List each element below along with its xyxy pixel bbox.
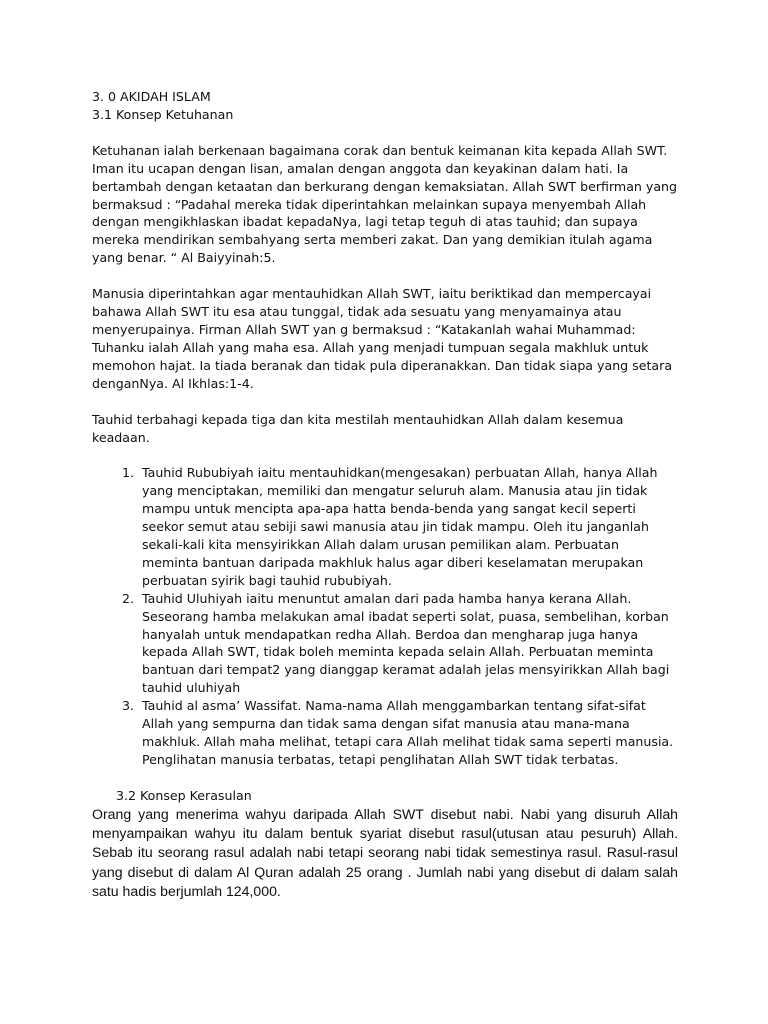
list-item: 2. Tauhid Uluhiyah iaitu menuntut amalan dari pada hamba hanya kerana Allah. Seseorang hamba melakukan amal ibadat seperti solat, puasa, sembelihan, korban hanyalah untuk mendapatkan redha Allah. Berdoa dan mengharap juga hanya kepada Allah SWT, tidak boleh meminta kepada selain Allah. Perbuatan meminta bantuan dari tempat2 yang dianggap keramat adalah jelas mensyirikkan Allah bagi tauhid uluhiyah (138, 590, 678, 697)
chapter-heading: 3. 0 AKIDAH ISLAM (92, 89, 211, 104)
list-item: 3. Tauhid al asma’ Wassifat. Nama-nama Allah menggambarkan tentang sifat-sifat Allah yang sempurna dan tidak sama dengan sifat manusia atau mana-mana makhluk. Allah maha melihat, tetapi cara Allah melihat tidak sama seperti manusia. Penglihatan manusia terbatas, tetapi penglihatan Allah SWT tidak terbatas. (138, 697, 678, 769)
section-heading: 3.1 Konsep Ketuhanan (92, 106, 234, 122)
list-item: 1. Tauhid Rububiyah iaitu mentauhidkan(mengesakan) perbuatan Allah, hanya Allah yang menciptakan, memiliki dan mengatur seluruh alam. Manusia atau jin tidak mampu untuk mencipta apa-apa hatta benda-benda yang sangat kecil seperti seekor semut atau sebiji sawi manusia atau jin tidak mampu. Oleh itu janganlah sekali-kali kita mensyirikkan Allah dalam urusan pemilikan alam. Perbuatan meminta bantuan daripada makhluk halus agar diberi keselamatan merupakan perbuatan syirik bagi tauhid rububiyah. (138, 464, 678, 589)
tauhid-list (92, 464, 678, 768)
paragraph-tauhid-types: Tauhid terbahagi kepada tiga dan kita mestilah mentauhidkan Allah dalam kesemua keadaan. (92, 411, 624, 445)
paragraph-tauhid: Manusia diperintahkan agar mentauhidkan Allah SWT, iaitu beriktikad dan mempercayai bahawa Allah SWT itu esa atau tunggal, tidak ada sesuatu yang menyamainya atau menyerupainya. Firman Allah SWT yan g bermaksud : “Katakanlah wahai Muhammad: Tuhanku ialah Allah yang maha esa. Allah yang menjadi tumpuan segala makhluk untuk memohon hajat. Ia tiada beranak dan tidak pula diperanakkan. Dan tidak siapa yang setara denganNya. Al Ikhlas:1-4. (92, 286, 673, 391)
paragraph-ketuhanan: Ketuhanan ialah berkenaan bagaimana corak dan bentuk keimanan kita kepada Allah SWT. Iman itu ucapan dengan lisan, amalan dengan anggota dan keyakinan dalam hati. Ia bertambah dengan ketaatan dan berkurang dengan kemaksiatan. Allah SWT berfirman yang bermaksud : “Padahal mereka tidak diperintahkan melainkan supaya menyembah Allah dengan mengikhlaskan ibadat kepadaNya, lagi tetap teguh di atas tauhid; dan supaya mereka mendirikan sembahyang serta memberi zakat. Dan yang demikian itulah agama yang benar. “ Al Baiyyinah:5. (92, 142, 678, 266)
paragraph-kerasulan: Orang yang menerima wahyu daripada Allah SWT disebut nabi. Nabi yang disuruh Allah menyampaikan wahyu itu dalam bentuk syariat disebut rasul(utusan atau pesuruh) Allah. Sebab itu seorang rasul adalah nabi tetapi seorang nabi tidak semestinya rasul. Rasul-rasul yang disebut di dalam Al Quran adalah 25 orang . Jumlah nabi yang disebut di dalam salah satu hadis berjumlah 124,000. (92, 805, 678, 899)
document-body (92, 88, 678, 901)
section-heading-kerasulan: 3.2 Konsep Kerasulan (116, 787, 252, 803)
